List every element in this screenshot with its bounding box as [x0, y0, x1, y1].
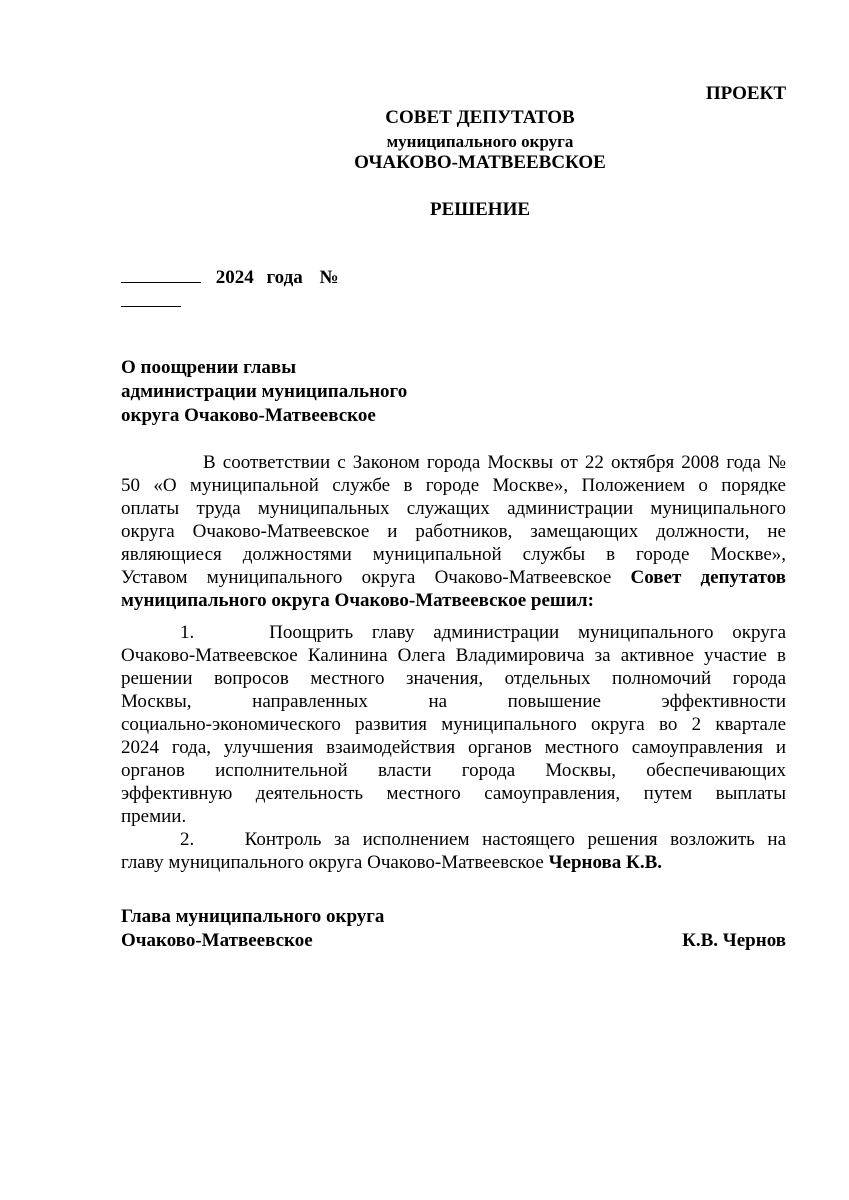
number-sign: №: [319, 267, 339, 288]
item2-bold-name: Чернова К.В.: [548, 852, 662, 873]
signature-title: Глава муниципального округа: [121, 906, 385, 927]
preamble-line: 50 «О муниципальной службе в городе Москве», Положением о порядке: [121, 475, 786, 496]
item1-line: эффективную деятельность местного самоуправления, путем выплаты: [121, 783, 786, 804]
title-line: округа Очаково-Матвеевское: [121, 405, 376, 426]
signature-name: К.В. Чернов: [682, 930, 786, 951]
item1-line: социально-экономического развития муниципального округа во 2 квартале: [121, 714, 786, 735]
date-year-word: года: [266, 267, 303, 288]
signature-title: Очаково-Матвеевское: [121, 930, 313, 951]
council-bold: Совет депутатов: [630, 567, 786, 588]
item2-line: [121, 851, 786, 874]
draft-stamp: ПРОЕКТ: [705, 83, 786, 104]
district-name: ОЧАКОВО-МАТВЕЕВСКОЕ: [354, 152, 606, 173]
council-name: СОВЕТ ДЕПУТАТОВ: [385, 107, 575, 128]
preamble-line: [121, 566, 786, 589]
preamble-text: Уставом муниципального округа Очаково-Матвеевское: [121, 567, 631, 588]
preamble-line: являющиеся должностями муниципальной службы в городе Москве»,: [121, 544, 786, 565]
item1-line: Очаково-Матвеевское Калинина Олега Владимировича за активное участие в: [121, 645, 786, 666]
item1-line: 1. Поощрить главу администрации муниципального округа: [180, 622, 786, 643]
preamble-line: В соответствии с Законом города Москвы от 22 октября 2008 года №: [203, 452, 786, 473]
item2-line: 2. Контроль за исполнением настоящего решения возложить на: [180, 829, 786, 850]
preamble-resolution: муниципального округа Очаково-Матвеевское решил:: [121, 590, 594, 611]
preamble-line: оплаты труда муниципальных служащих администрации муниципального: [121, 498, 786, 519]
date-line: [121, 266, 339, 289]
council-subtitle: муниципального округа: [386, 132, 574, 151]
item1-line: решении вопросов местного значения, отдельных полномочий города: [121, 668, 786, 689]
preamble-line: округа Очаково-Матвеевское и работников, замещающих должности, не: [121, 521, 786, 542]
item1-line: 2024 года, улучшения взаимодействия органов местного самоуправления и: [121, 737, 786, 758]
title-line: администрации муниципального: [121, 381, 408, 402]
title-line: О поощрении главы: [121, 357, 297, 378]
number-blank: [121, 306, 181, 307]
date-year: 2024: [215, 267, 254, 288]
item1-line: Москвы, направленных на повышение эффективности: [121, 691, 786, 712]
date-blank: [121, 268, 201, 283]
item2-text: главу муниципального округа Очаково-Матвеевское: [121, 852, 549, 873]
document-type: РЕШЕНИЕ: [429, 199, 531, 220]
item1-line: органов исполнительной власти города Москвы, обеспечивающих: [121, 760, 786, 781]
item1-line-last: премии.: [121, 806, 187, 827]
